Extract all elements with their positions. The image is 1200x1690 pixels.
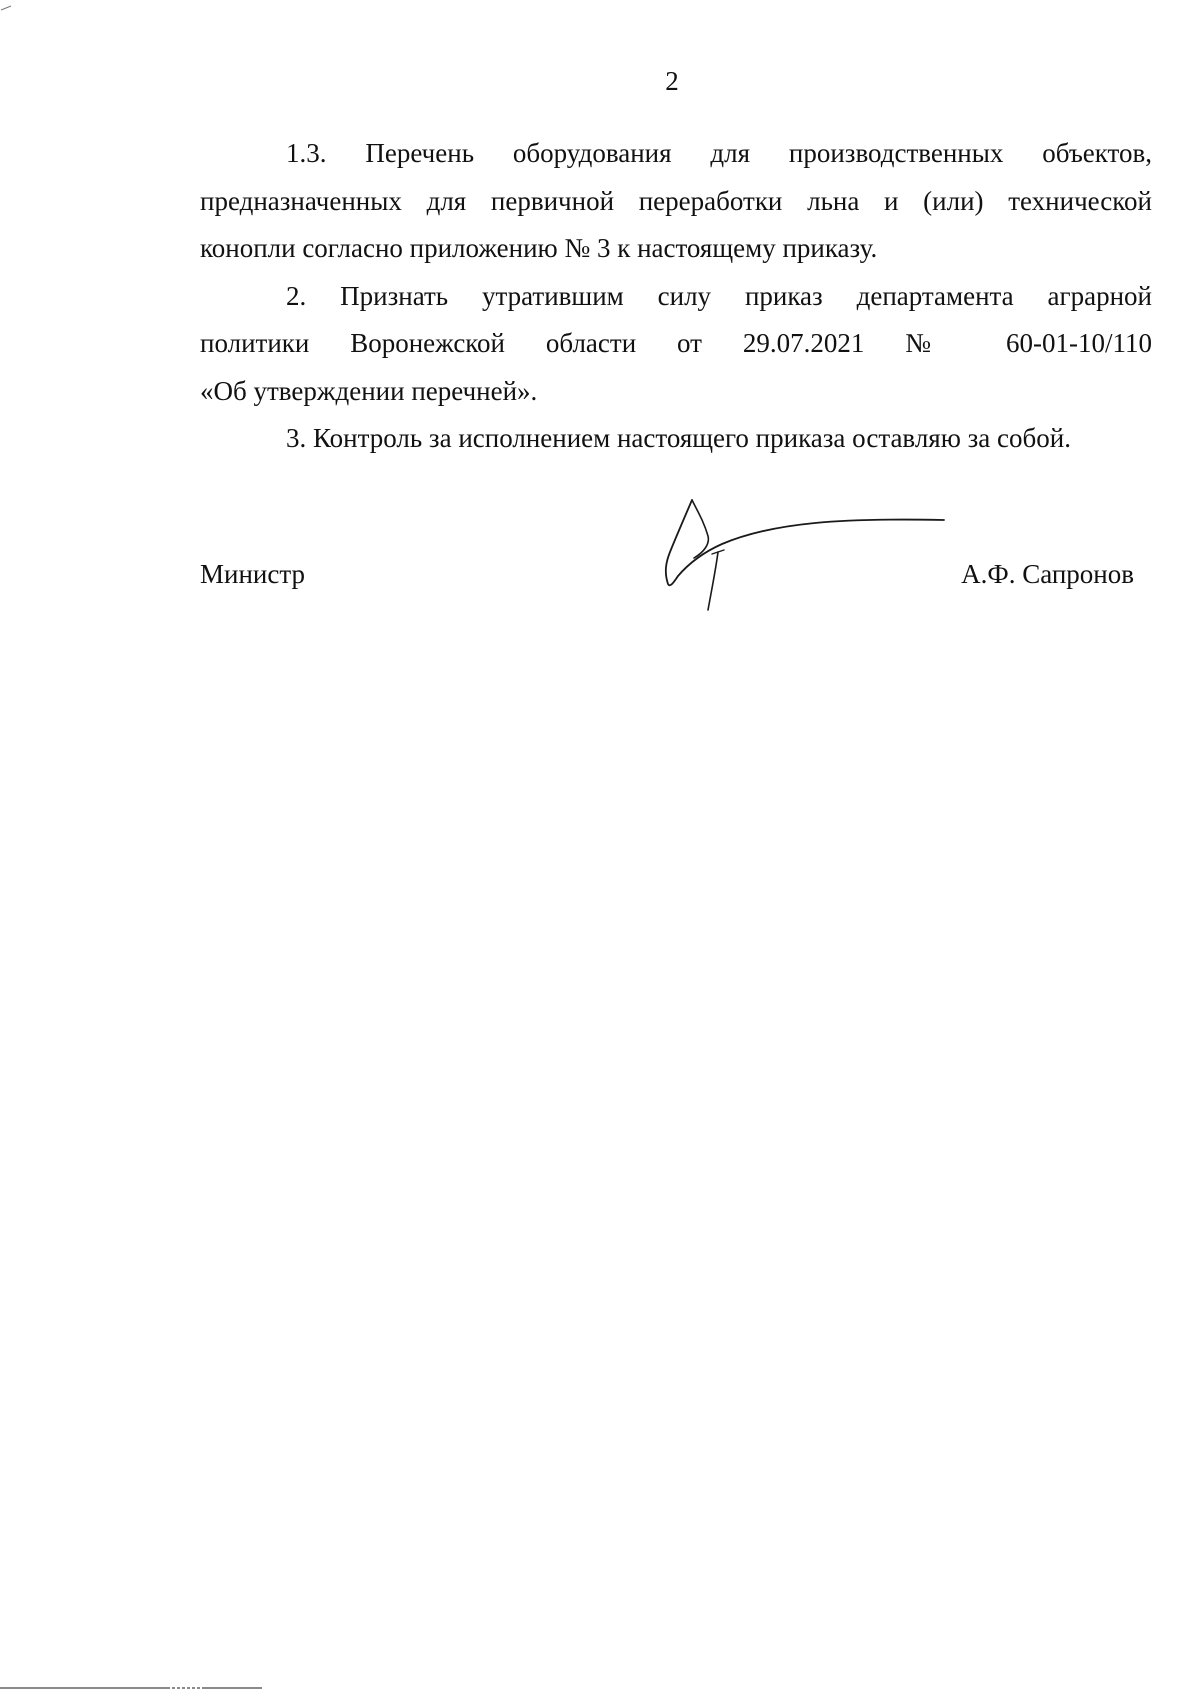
- document-body: [200, 130, 1152, 463]
- paragraph-line: 2. Признать утратившим силу приказ департамента аграрной: [286, 280, 1152, 311]
- paragraph-line: 3. Контроль за исполнением настоящего приказа оставляю за собой.: [286, 423, 1071, 453]
- paragraph-line: конопли согласно приложению № 3 к настоящему приказу.: [200, 233, 878, 263]
- paragraph-equipment-list: [200, 130, 1152, 273]
- paragraph-repeal-order: [200, 273, 1152, 416]
- handwritten-signature-icon: [664, 492, 954, 622]
- scan-bottom-edge-line: [0, 1687, 262, 1689]
- signatory-name: А.Ф. Сапронов: [961, 559, 1134, 589]
- paragraph-line: 1.3. Перечень оборудования для производственных объектов,: [286, 138, 1152, 168]
- page-number: 2: [665, 66, 679, 96]
- paragraph-control: [200, 415, 1152, 463]
- paragraph-line: предназначенных для первичной переработки льна и (или) технической: [200, 185, 1152, 216]
- paragraph-line: политики Воронежской области от 29.07.2021 № 60-01-10/110: [200, 328, 1152, 358]
- signatory-position: Министр: [200, 559, 305, 589]
- scan-artifact-mark: [0, 0, 14, 12]
- paragraph-line: «Об утверждении перечней».: [200, 375, 538, 406]
